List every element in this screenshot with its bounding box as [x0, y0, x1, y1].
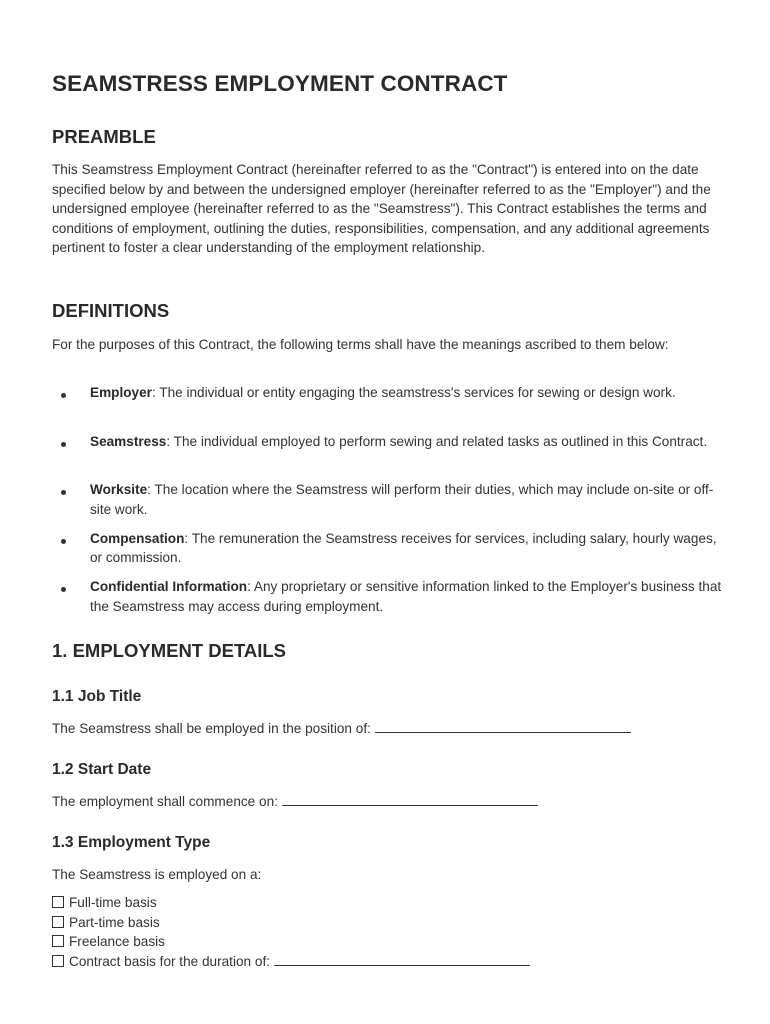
definitions-intro: For the purposes of this Contract, the following terms shall have the meanings ascribed to them below:	[52, 337, 669, 352]
option-label: Part-time basis	[69, 914, 160, 930]
definition-term: Compensation	[90, 530, 185, 546]
start-date-line	[52, 792, 538, 812]
option-full-time	[52, 893, 530, 913]
definition-text: : The location where the Seamstress will perform their duties, which may include on-site or off-site work.	[90, 482, 714, 517]
preamble-text: This Seamstress Employment Contract (hereinafter referred to as the "Contract") is entered into on the date specified below by and between the undersigned employer (hereinafter referred to as the "Employer") and the undersigned employee (hereinafter referred to as the "Seamstress"). This Contract establishes the terms and conditions of employment, outlining the duties, responsibilities, compensation, and any additional agreements pertinent to foster a clear understanding of the employment relationship.	[52, 162, 711, 256]
bullet-icon	[61, 393, 66, 398]
option-label: Freelance basis	[69, 934, 165, 950]
option-label: Full-time basis	[69, 895, 157, 910]
checkbox-icon[interactable]	[52, 916, 64, 928]
checkbox-icon[interactable]	[52, 955, 64, 967]
definition-term: Confidential Information	[90, 579, 248, 595]
employment-type-text: The Seamstress is employed on a:	[52, 867, 262, 882]
start-date-field[interactable]	[282, 793, 538, 806]
definition-text: : Any proprietary or sensitive information linked to the Employer's business that the Seamstress may access during employment.	[90, 579, 722, 614]
definition-item-seamstress	[52, 432, 732, 481]
definition-item-confidential-information	[52, 577, 732, 626]
definition-item-compensation	[52, 529, 732, 578]
definition-text: : The individual employed to perform sewing and related tasks as outlined in this Contract.	[166, 433, 708, 449]
definition-term: Employer	[90, 385, 152, 400]
definition-item-employer	[52, 383, 732, 432]
start-date-heading: 1.2 Start Date	[52, 761, 152, 778]
job-title-text: The Seamstress shall be employed in the position of:	[52, 721, 371, 736]
bullet-icon	[61, 442, 66, 447]
bullet-icon	[61, 587, 66, 592]
definitions-list	[52, 383, 732, 626]
job-title-line	[52, 719, 631, 739]
employment-details-heading: 1. EMPLOYMENT DETAILS	[52, 640, 287, 661]
document-title: SEAMSTRESS EMPLOYMENT CONTRACT	[52, 71, 508, 96]
contract-duration-field[interactable]	[274, 953, 530, 966]
option-label: Contract basis for the duration of:	[69, 953, 270, 969]
bullet-icon	[61, 490, 66, 495]
option-contract	[52, 952, 530, 972]
checkbox-icon[interactable]	[52, 896, 64, 908]
definition-item-worksite	[52, 480, 732, 529]
option-freelance	[52, 932, 530, 952]
option-part-time	[52, 913, 530, 933]
job-title-field[interactable]	[375, 720, 631, 733]
definitions-heading: DEFINITIONS	[52, 300, 170, 321]
definition-term: Worksite	[90, 482, 148, 498]
employment-type-options	[52, 893, 530, 971]
start-date-text: The employment shall commence on:	[52, 794, 278, 809]
definition-text: : The remuneration the Seamstress receives for services, including salary, hourly wages, or commission.	[90, 530, 717, 566]
checkbox-icon[interactable]	[52, 935, 64, 947]
definition-text: : The individual or entity engaging the seamstress's services for sewing or design work.	[151, 385, 676, 400]
employment-type-heading: 1.3 Employment Type	[52, 834, 211, 851]
definition-term: Seamstress	[90, 433, 167, 449]
bullet-icon	[61, 539, 66, 544]
preamble-heading: PREAMBLE	[52, 126, 156, 147]
job-title-heading: 1.1 Job Title	[52, 688, 142, 705]
